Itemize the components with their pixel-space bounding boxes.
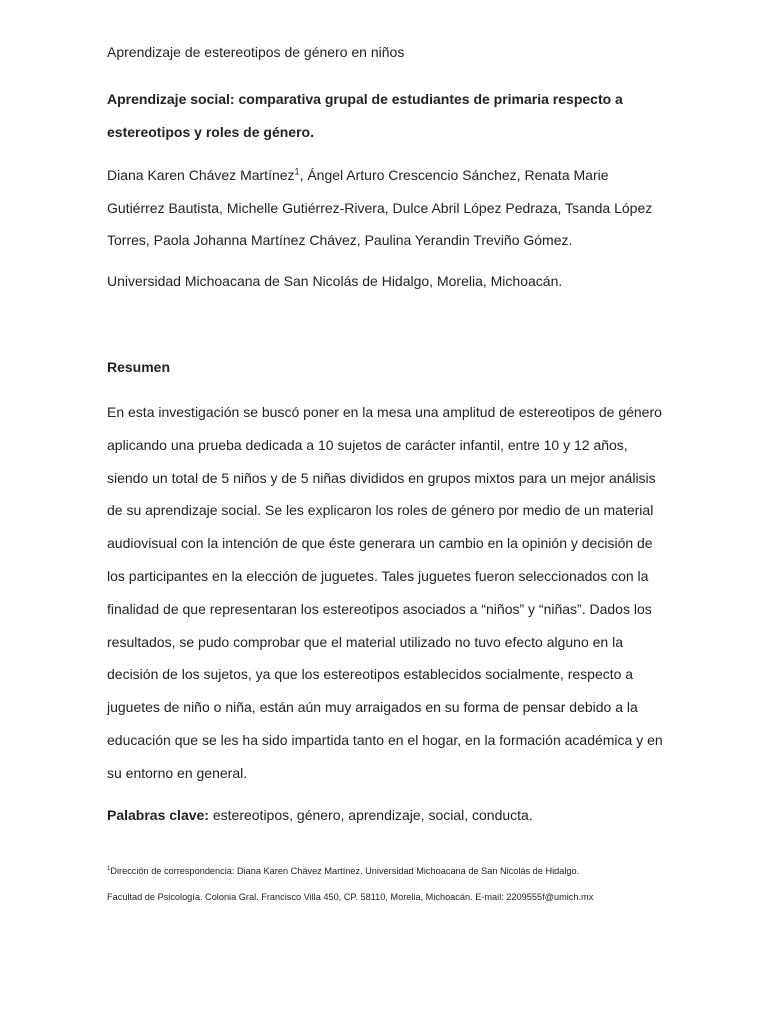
author-list xyxy=(107,159,667,257)
abstract-body: En esta investigación se buscó poner en la mesa una amplitud de estereotipos de género aplicando una prueba dedicada a 10 sujetos de carácter infantil, entre 10 y 12 años, siendo un total de 5 niños y de 5 niñas divididos en grupos mixtos para un mejor análisis de su aprendizaje social. Se les explicaron los roles de género por medio de un material audiovisual con la intención de que éste generara un cambio en la opinión y decisión de los participantes en la elección de juguetes. Tales juguetes fueron seleccionados con la finalidad de que representaran los estereotipos asociados a “niños” y “niñas”. Dados los resultados, se pudo comprobar que el material utilizado no tuvo efecto alguno en la decisión de los sujetos, ya que los estereotipos establecidos socialmente, respecto a juguetes de niño o niña, están aún muy arraigados en su forma de pensar debido a la educación que se les ha sido impartida tanto en el hogar, en la formación académica y en su entorno en general. xyxy=(107,404,663,781)
first-author: Diana Karen Chávez Martínez xyxy=(107,167,295,183)
keywords xyxy=(107,807,533,823)
author-footnote-marker: 1 xyxy=(294,166,300,177)
footnote xyxy=(107,858,667,910)
footnote-line-2: Facultad de Psicología. Colonia Gral. Francisco Villa 450, CP. 58110, Morelia, Michoacán. E-mail: 2209555f@umich.mx xyxy=(107,892,594,902)
running-head: Aprendizaje de estereotipos de género en niños xyxy=(107,44,405,60)
abstract-heading: Resumen xyxy=(107,359,171,375)
affiliation: Universidad Michoacana de San Nicolás de Hidalgo, Morelia, Michoacán. xyxy=(107,273,563,289)
footnote-text-1: Dirección de correspondencia: Diana Karen Chávez Martínez. Universidad Michoacana de San Nicolás de Hidalgo. xyxy=(110,866,580,876)
paper-title: Aprendizaje social: comparativa grupal de estudiantes de primaria respecto a estereotipos y roles de género. xyxy=(107,91,623,140)
keywords-label: Palabras clave: xyxy=(107,807,209,823)
other-authors: , Ángel Arturo Crescencio Sánchez, Renata Marie Gutiérrez Bautista, Michelle Gutiérrez-Rivera, Dulce Abril López Pedraza, Tsanda López Torres, Paola Johanna Martínez Chávez, Paulina Yerandin Treviño Gómez. xyxy=(107,167,653,248)
footnote-line-1 xyxy=(107,858,667,884)
keywords-terms: estereotipos, género, aprendizaje, social, conducta. xyxy=(208,807,533,823)
footnote-marker: 1 xyxy=(107,865,111,872)
